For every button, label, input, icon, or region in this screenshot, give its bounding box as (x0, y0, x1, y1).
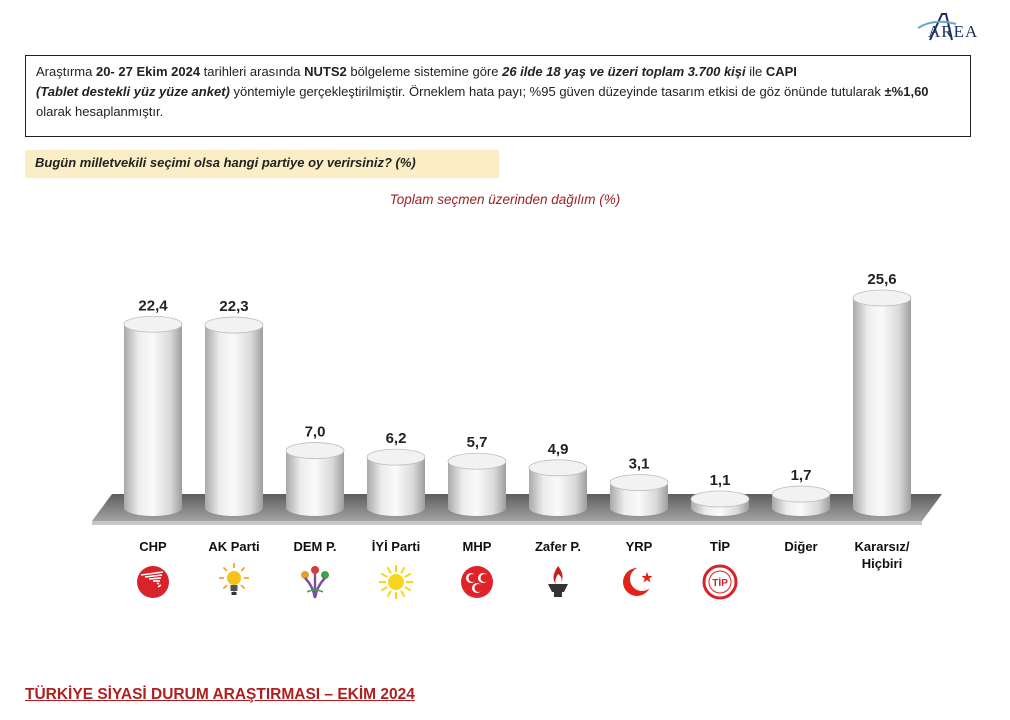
bar-4 (448, 434, 506, 516)
bar-5 (529, 441, 587, 516)
category-label: CHP (139, 539, 167, 554)
bar-top (448, 453, 506, 469)
bar-8 (772, 467, 830, 516)
category-label: İYİ Parti (371, 539, 421, 554)
tip-circle-icon (700, 562, 740, 602)
chart-title: Toplam seçmen üzerinden dağılım (%) (389, 192, 621, 207)
category-label: TİP (709, 539, 731, 554)
chp-six-arrows-icon (133, 562, 173, 602)
dem-tree-icon (295, 562, 335, 602)
methodology-box (25, 55, 971, 137)
value-label: 3,1 (628, 455, 650, 473)
logo-text: AREA (928, 22, 979, 41)
bar-top (853, 290, 911, 306)
value-label: 25,6 (867, 271, 897, 288)
area-logo (912, 10, 996, 46)
bar-0 (124, 297, 182, 516)
method-sample: 26 ilde 18 yaş ve üzeri toplam 3.700 kişi (502, 64, 746, 79)
category-label: Kararsız/ Hiçbiri (854, 539, 910, 571)
method-capi-desc: (Tablet destekli yüz yüze anket) (36, 84, 230, 99)
method-capi: CAPI (765, 64, 797, 79)
method-text: tarihleri arasında (200, 64, 305, 79)
bar-base (610, 500, 668, 516)
method-text: olarak hesaplanmıştır. (36, 104, 164, 119)
bar-top (205, 317, 263, 333)
bar-body (853, 298, 911, 508)
value-label: 22,4 (138, 297, 168, 315)
bar-body (205, 325, 263, 508)
method-nuts: NUTS2 (304, 64, 347, 79)
method-text: Araştırma (36, 64, 96, 79)
bar-top (772, 486, 830, 502)
chart-floor-edge (92, 521, 922, 525)
category-label: YRP (625, 539, 653, 554)
value-label: 1,1 (709, 471, 731, 489)
category-label: Diğer (784, 539, 818, 554)
bar-base (205, 500, 263, 516)
bar-top (124, 316, 182, 332)
value-label: 7,0 (304, 423, 326, 441)
bar-top (367, 449, 425, 465)
bar-6 (610, 456, 668, 516)
survey-question: Bugün milletvekili seçimi olsa hangi partiye oy verirsiniz? (%) (25, 150, 499, 178)
bar-top (529, 460, 587, 476)
method-date: 20- 27 Ekim 2024 (95, 64, 201, 79)
bar-1 (205, 298, 263, 516)
bar-base (529, 500, 587, 516)
bar-3 (367, 430, 425, 516)
bar-base (124, 500, 182, 516)
bar-9 (853, 271, 911, 516)
iyi-sun-icon (376, 562, 416, 602)
bar-body (286, 451, 344, 508)
bar-top (691, 491, 749, 507)
bar-base (367, 500, 425, 516)
bar-chart (0, 215, 1010, 535)
value-label: 6,2 (385, 430, 407, 448)
value-label: 1,7 (790, 467, 812, 485)
bar-base (853, 500, 911, 516)
report-footer: TÜRKİYE SİYASİ DURUM ARAŞTIRMASI – EKİM 2024 (25, 686, 415, 703)
method-error: ±%1,60 (884, 84, 929, 99)
bar-7 (691, 472, 749, 516)
party-logos (0, 562, 1010, 608)
method-text: ile (745, 64, 766, 79)
mhp-crescents-icon (457, 562, 497, 602)
bar-2 (286, 424, 344, 516)
bar-top (286, 443, 344, 459)
category-label: Zafer P. (534, 539, 581, 554)
method-text: bölgeleme sistemine göre (346, 64, 503, 79)
value-label: 5,7 (466, 434, 488, 452)
value-label: 4,9 (547, 440, 569, 458)
zafer-torch-icon (538, 562, 578, 602)
category-label: MHP (462, 539, 492, 554)
method-text: yöntemiyle gerçekleştirilmiştir. Örneklem hata payı; %95 güven düzeyinde tasarım etkisi de göz önünde tutularak (229, 84, 885, 99)
bar-base (286, 500, 344, 516)
value-label: 22,3 (219, 298, 249, 316)
yrp-crescent-icon (619, 562, 659, 602)
bar-body (124, 324, 182, 508)
bar-base (448, 500, 506, 516)
category-label: AK Parti (208, 539, 260, 554)
tip-logo-text: TİP (712, 578, 728, 589)
bar-top (610, 475, 668, 491)
akp-bulb-icon (214, 562, 254, 602)
category-label: DEM P. (293, 539, 337, 554)
